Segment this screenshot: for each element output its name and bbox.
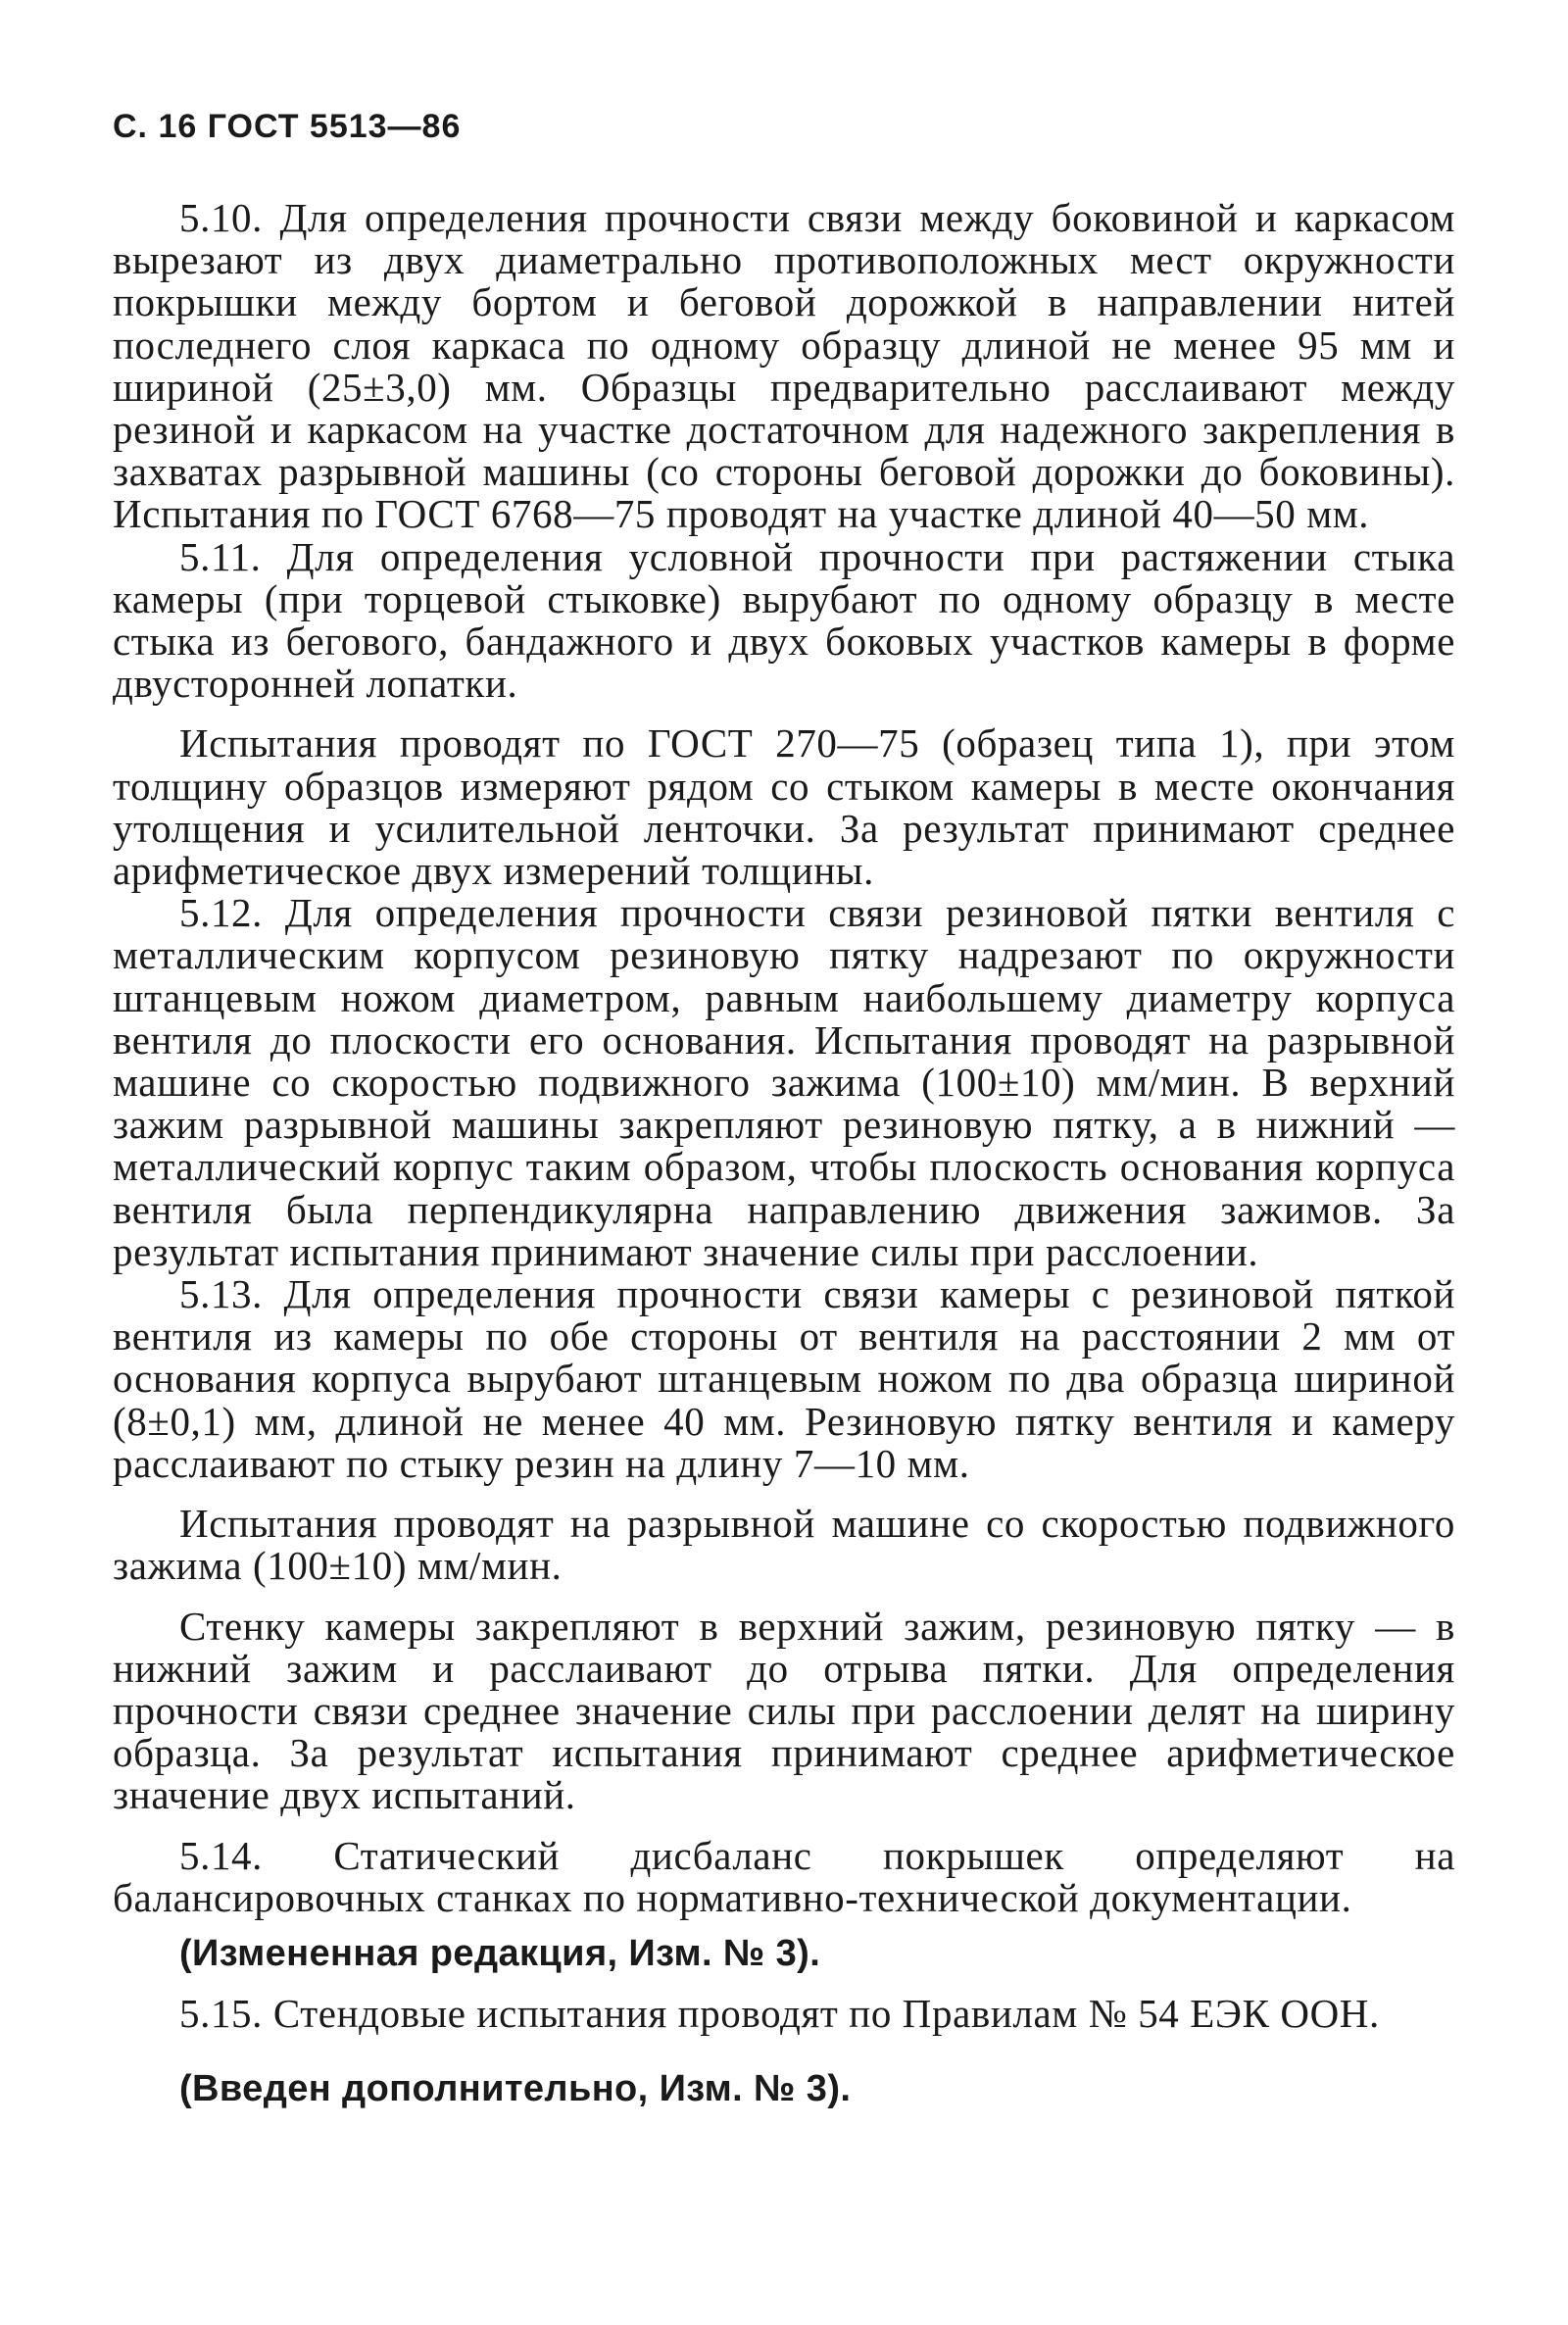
page-header: С. 16 ГОСТ 5513—86: [113, 108, 462, 145]
paragraph-5-13-tests: Испытания проводят на разрывной машине со скоростью подвижного зажима (100±10) мм/мин.: [113, 1501, 1455, 1589]
paragraph-5-13: 5.13. Для определения прочности связи камеры с резиновой пяткой вентиля из камеры по обе стороны от вентиля на расстоянии 2 мм от основания корпуса вырубают штанцевым ножом по два образца шириной (8±0,1) мм, длиной не менее 40 мм. Резиновую пятку вентиля и камеру расслаивают по стыку резин на длину 7—10 мм.: [113, 1271, 1455, 1486]
paragraph-5-12: 5.12. Для определения прочности связи резиновой пятки вентиля с металлическим корпусом резиновую пятку надрезают по окружности штанцевым ножом диаметром, равным наибольшему диаметру корпуса вентиля до плоскости его основания. Испытания проводят на разрывной машине со скоростью подвижного зажима (100±10) мм/мин. В верхний зажим разрывной машины закрепляют резиновую пятку, а в нижний — металлический корпус таким образом, чтобы плоскость основания корпуса вентиля была перпендикулярна направлению движения зажимов. За результат испытания принимают значение силы при расслоении.: [113, 890, 1455, 1274]
document-page: [113, 108, 1455, 2111]
amendment-note-changed: (Измененная редакция, Изм. № 3).: [179, 1932, 821, 1974]
paragraph-5-15: 5.15. Стендовые испытания проводят по Правилам № 54 ЕЭК ООН.: [179, 1991, 1380, 2037]
paragraph-5-11-tests: Испытания проводят по ГОСТ 270—75 (образец типа 1), при этом толщину образцов измеряют рядом со стыком камеры в месте окончания утолщения и усилительной ленточки. За результат принимают среднее арифметическое двух измерений толщины.: [113, 720, 1455, 894]
paragraph-5-13-procedure: Стенку камеры закрепляют в верхний зажим, резиновую пятку — в нижний зажим и расслаивают до отрыва пятки. Для определения прочности связи среднее значение силы при расслоении делят на ширину образца. За результат испытания принимают среднее арифметическое значение двух испытаний.: [113, 1603, 1455, 1818]
paragraph-5-14: 5.14. Статический дисбаланс покрышек определяют на балансировочных станках по нормативно-технической документации.: [113, 1832, 1455, 1920]
paragraph-5-11: 5.11. Для определения условной прочности при растяжении стыка камеры (при торцевой стыковке) вырубают по одному образцу в месте стыка из бегового, бандажного и двух боковых участков камеры в форме двусторонней лопатки.: [113, 533, 1455, 707]
amendment-note-added: (Введен дополнительно, Изм. № 3).: [179, 2068, 852, 2110]
paragraph-5-10: 5.10. Для определения прочности связи между боковиной и каркасом вырезают из двух диаметрально противоположных мест окружности покрышки между бортом и беговой дорожкой в направлении нитей последнего слоя каркаса по одному образцу длиной не менее 95 мм и шириной (25±3,0) мм. Образцы предварительно расслаивают между резиной и каркасом на участке достаточном для надежного закрепления в захватах разрывной машины (со стороны беговой дорожки до боковины). Испытания по ГОСТ 6768—75 проводят на участке длиной 40—50 мм.: [113, 195, 1455, 537]
